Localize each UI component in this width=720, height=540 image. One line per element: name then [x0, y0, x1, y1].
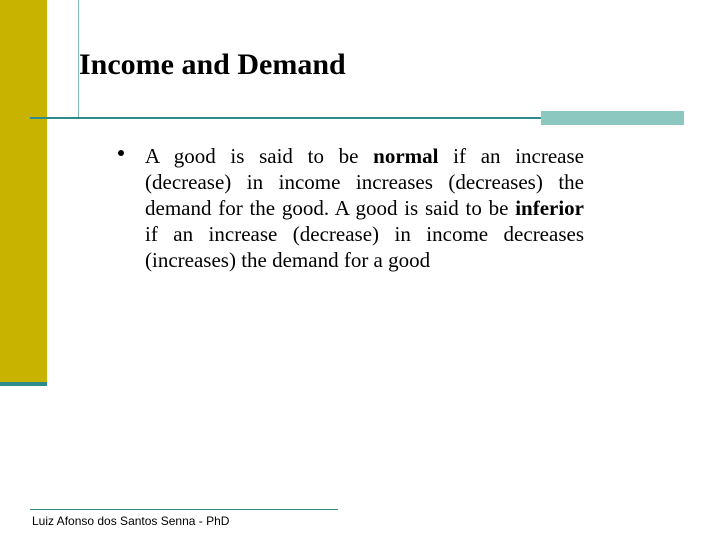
paragraph-text-2: if an increase (decrease) in income increases (decreases) the demand for the good. A good is said to be: [145, 144, 584, 220]
term-inferior: inferior: [515, 196, 584, 220]
term-normal: normal: [373, 144, 439, 168]
footer-author: Luiz Afonso dos Santos Senna - PhD: [32, 514, 230, 528]
slide-title: Income and Demand: [79, 48, 346, 81]
bullet-dot-icon: [118, 150, 124, 156]
left-accent-bar: [0, 0, 47, 382]
left-accent-bar-base: [0, 382, 47, 386]
bullet-paragraph: [145, 143, 584, 273]
paragraph-text-1: A good is said to be: [145, 144, 374, 168]
accent-box: [541, 111, 684, 125]
paragraph-text-3: if an increase (decrease) in income decreases (increases) the demand for a good: [145, 222, 584, 272]
footer-rule: [30, 509, 338, 510]
